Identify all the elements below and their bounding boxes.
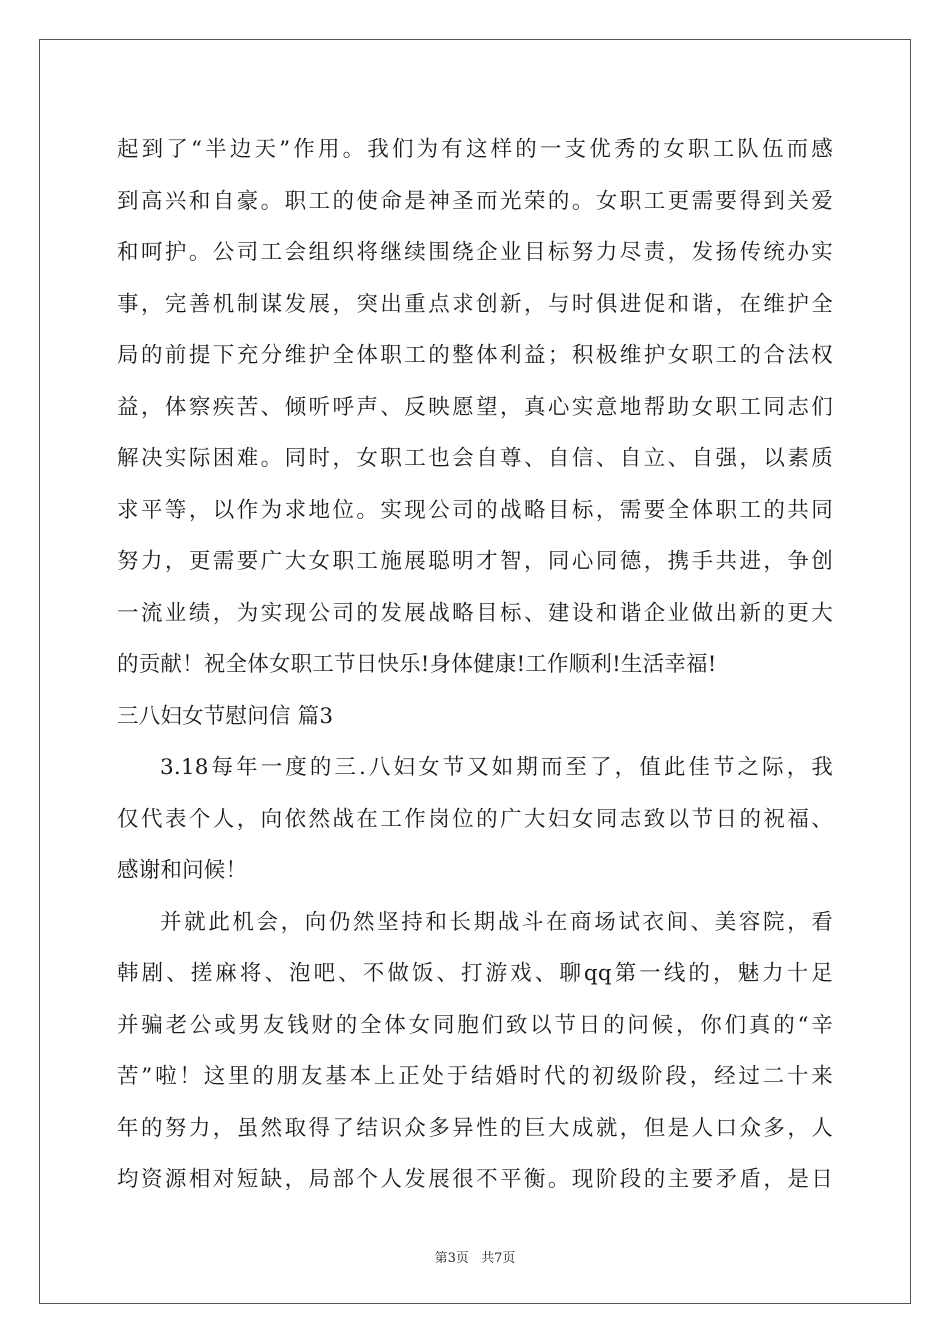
document-body [117, 124, 833, 1206]
text-line: 和呵护。公司工会组织将继续围绕企业目标努力尽责，发扬传统办实 [117, 240, 833, 265]
text-line: 益，体察疾苦、倾听呼声、反映愿望，真心实意地帮助女职工同志们 [117, 394, 833, 420]
text-line: 苦”啦！这里的朋友基本上正处于结婚时代的初级阶段，经过二十来 [117, 1064, 833, 1089]
text-line: 的贡献！祝全体女职工节日快乐!身体健康!工作顺利!生活幸福! [117, 652, 717, 677]
page-number: 第3页 [434, 1251, 469, 1266]
text-line: 并骗老公或男友钱财的全体女同胞们致以节日的问候，你们真的“辛 [117, 1012, 833, 1038]
section-heading: 三八妇女节慰问信 篇3 [117, 703, 334, 729]
text-line: 仅代表个人，向依然战在工作岗位的广大妇女同志致以节日的祝福、 [117, 806, 833, 832]
text-line: 起到了“半边天”作用。我们为有这样的一支优秀的女职工队伍而感 [117, 137, 833, 162]
page-total: 共7页 [481, 1251, 516, 1266]
text-line: 一流业绩，为实现公司的发展战略目标、建设和谐企业做出新的更大 [117, 600, 833, 626]
text-line: 局的前提下充分维护全体职工的整体利益；积极维护女职工的合法权 [117, 343, 833, 368]
page-footer [0, 1247, 950, 1266]
text-line: 事，完善机制谋发展，突出重点求创新，与时俱进促和谐，在维护全 [117, 291, 833, 317]
text-line: 到高兴和自豪。职工的使命是神圣而光荣的。女职工更需要得到关爱 [117, 188, 833, 214]
text-line: 韩剧、搓麻将、泡吧、不做饭、打游戏、聊qq第一线的，魅力十足 [117, 961, 833, 986]
text-line: 求平等，以作为求地位。实现公司的战略目标，需要全体职工的共同 [117, 497, 833, 523]
text-line: 均资源相对短缺，局部个人发展很不平衡。现阶段的主要矛盾，是日 [117, 1167, 833, 1192]
text-line: 3.18每年一度的三.八妇女节又如期而至了，值此佳节之际，我 [160, 755, 833, 780]
text-line: 年的努力，虽然取得了结识众多异性的巨大成就，但是人口众多，人 [117, 1115, 833, 1141]
text-line: 努力，更需要广大女职工施展聪明才智，同心同德，携手共进，争创 [117, 549, 833, 574]
text-line: 并就此机会，向仍然坚持和长期战斗在商场试衣间、美容院，看 [160, 909, 833, 935]
text-line: 解决实际困难。同时，女职工也会自尊、自信、自立、自强，以素质 [117, 446, 833, 471]
text-line: 感谢和问候！ [117, 858, 248, 883]
